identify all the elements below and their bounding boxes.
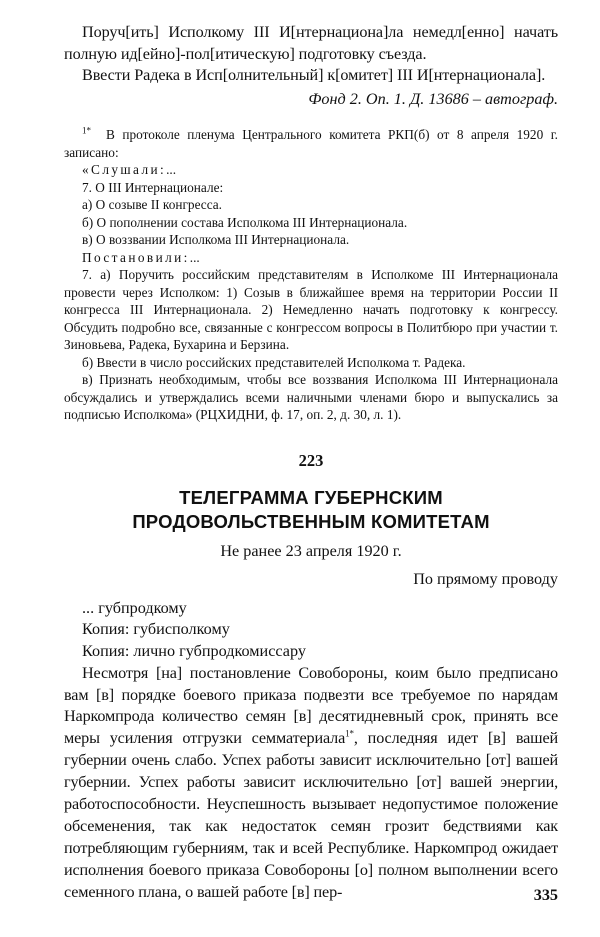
document-title-line-1: ТЕЛЕГРАММА ГУБЕРНСКИМ	[179, 486, 443, 508]
page-number: 335	[533, 886, 558, 904]
addressee: ... губпродкому	[82, 598, 187, 617]
footnote-block	[64, 126, 558, 424]
footnote-decided	[64, 249, 558, 267]
footnote-intro	[64, 126, 558, 161]
footnote-heard	[64, 161, 558, 179]
footnote-item-b: б) О пополнении состава Исполкома III Интернационала.	[82, 214, 408, 230]
document-date: Не ранее 23 апреля 1920 г.	[220, 541, 402, 560]
document-title	[64, 486, 558, 534]
copy-recipient-2: Копия: лично губпродкомиссару	[82, 642, 306, 661]
copy-recipient-1: Копия: губисполкому	[82, 620, 230, 639]
footnote-decision-a: 7. а) Поручить российским представителям в Исполкоме III Интернационала провести через Исполком: 1) Созыв в ближайшее время на территории России II конгресса III Интернационала. 2) Немедленно начать подготовку к конгрессу. Обсудить подробно все, связанные с конгрессом вопросы в Политбюро при участии т. Зиновьева, Радека, Бухарина и Берзина.	[64, 267, 558, 353]
footnote-decided-rest: ...	[189, 249, 200, 265]
telegram-body	[64, 663, 558, 904]
book-page	[64, 22, 558, 904]
footnote-decided-label: Постановили:	[82, 249, 190, 265]
telegram-body-part-1: Несмотря [на] постановление Совобороны, коим было предписано вам [в] порядке боевого приказа подвезти все требуемое по нарядам Наркомпрода количество семян [в] десятидневный срок, принять все меры усиления отгрузки семматериала	[64, 663, 558, 748]
telegram-body-part-2: , последняя идет [в] вашей губернии очень слабо. Успех работы зависит исключительно [от] вашей губернии. Успех работы зависит исключительно [от] вашей энергии, работоспособности. Неуспешность вызывает недопустимое положение обсеменения, так как недостаток семян грозит бедствиями как потребляющим губерниям, так и всей Республике. Наркомпрод ожидает исполнения боевого приказа Совобороны [о] полном выполнении всего семенного плана, о вашей работе [в] пер-	[64, 729, 558, 901]
footnote-decision-b: б) Ввести в число российских представителей Исполкома т. Радека.	[82, 354, 466, 370]
document-number: 223	[298, 450, 324, 470]
footnote-heard-label: «Слушали:	[82, 162, 167, 178]
footnote-decision-c: в) Признать необходимым, чтобы все воззвания Исполкома III Интернационала обсуждались и утверждались всеми наличными членами бюро и выпускались за подписью Исполкома» (РЦХИДНИ, ф. 17, оп. 2, д. 30, л. 1).	[64, 372, 558, 423]
footnote-heard-rest: ...	[166, 162, 177, 178]
document-title-line-2: ПРОДОВОЛЬСТВЕННЫМ КОМИТЕТАМ	[132, 510, 490, 532]
footnote-item-a: а) О созыве II конгресса.	[82, 197, 223, 213]
footnote-intro-text: В протоколе пленума Центрального комитета РКП(б) от 8 апреля 1920 г. записано:	[64, 127, 559, 160]
footnote-item-7: 7. О III Интернационале:	[82, 179, 224, 195]
footnote-item-c: в) О воззвании Исполкома III Интернационала.	[82, 232, 350, 248]
top-paragraph-2: Ввести Радека в Исп[олнительный] к[омитет] III И[нтернационала].	[82, 66, 546, 85]
top-paragraph-1: Поруч[ить] Исполкому III И[нтернациона]ла немедл[енно] начать полную ид[ейно]-пол[итическую] подготовку съезда.	[64, 23, 558, 63]
footnote-marker: 1*	[82, 125, 91, 136]
telegram-footnote-marker: 1*	[345, 728, 354, 739]
archive-source: Фонд 2. Оп. 1. Д. 13686 – автограф.	[308, 89, 558, 108]
transmission-method: По прямому проводу	[413, 569, 558, 588]
